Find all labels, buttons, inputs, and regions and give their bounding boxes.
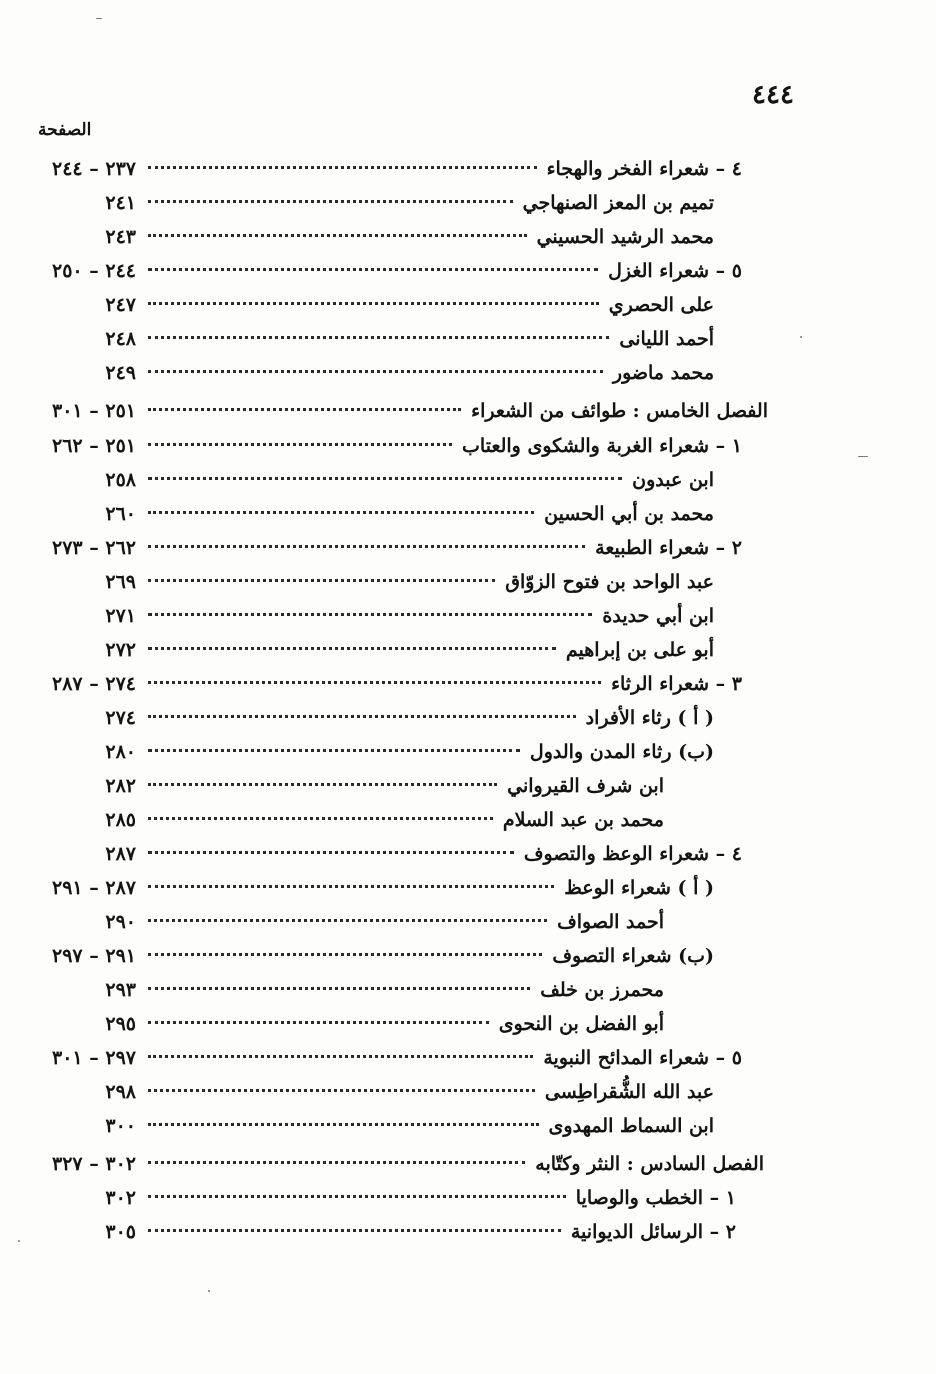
- leader-dots: [148, 370, 603, 373]
- toc-entry-label: أبو الفضل بن النحوى: [498, 1013, 664, 1035]
- toc-page-range: ٢٤٧: [105, 294, 136, 316]
- toc-entry-label: أحمد الليانى: [619, 328, 714, 350]
- toc-page-range: ٢٦٩: [105, 571, 136, 593]
- toc-page-range: ٢٧٤: [105, 707, 136, 729]
- toc-entry-label: عبد الله الشُّقراطِسى: [544, 1081, 714, 1103]
- toc-entry-label: ١ – شعراء الغربة والشكوى والعتاب: [462, 435, 742, 457]
- toc-row: [0, 840, 936, 874]
- toc-page-range: ٢٤٩: [105, 362, 136, 384]
- toc-row: [0, 257, 936, 291]
- toc-page-range: ٢٥٨: [105, 469, 136, 491]
- leader-dots: [148, 443, 452, 446]
- toc-page-range: ٢٧١: [105, 605, 136, 627]
- toc-page-range: ٢٩٨: [105, 1081, 136, 1103]
- toc-row: [0, 500, 936, 534]
- toc-row: [0, 942, 936, 976]
- leader-dots: [148, 1229, 561, 1232]
- leader-dots: [148, 953, 542, 956]
- toc-entry-label: ابن السماط المهدوى: [548, 1115, 714, 1137]
- toc-page-range: ٢٨٠: [105, 741, 136, 763]
- leader-dots: [148, 579, 495, 582]
- toc-page-range: ٢٩١ – ٢٩٧: [52, 945, 136, 967]
- toc-page-range: ٢٨٢: [105, 775, 136, 797]
- leader-dots: [148, 1089, 535, 1092]
- leader-dots: [148, 477, 622, 480]
- toc-page-range: ٢٦٢ – ٢٧٣: [52, 537, 136, 559]
- toc-page-range: ٢٧٤ – ٢٨٧: [52, 673, 136, 695]
- toc-row: [0, 1078, 936, 1112]
- leader-dots: [148, 268, 598, 271]
- toc-row: [0, 1218, 936, 1252]
- toc-entry-label: (ب) شعراء التصوف: [552, 945, 714, 967]
- scan-speck: [208, 1290, 210, 1292]
- leader-dots: [148, 681, 601, 684]
- toc-page-range: ٣٠٠: [105, 1115, 136, 1137]
- toc-entry-label: محمد بن عبد السلام: [502, 809, 664, 831]
- toc-page-range: ٢٩٧ – ٣٠١: [52, 1047, 136, 1069]
- leader-dots: [148, 408, 461, 411]
- leader-dots: [148, 166, 537, 169]
- toc-row: [0, 223, 936, 257]
- leader-dots: [148, 919, 547, 922]
- toc-page-range: ٢٥١ – ٣٠١: [52, 400, 136, 422]
- leader-dots: [148, 1195, 566, 1198]
- toc-page-range: ٢٩٣: [105, 979, 136, 1001]
- toc-row: [0, 806, 936, 840]
- toc-entry-label: ٥ – شعراء الغزل: [608, 260, 742, 282]
- toc-row: [0, 155, 936, 189]
- toc-row: [0, 670, 936, 704]
- toc-entry-label: ٢ – شعراء الطبيعة: [595, 537, 742, 559]
- toc-entry-label: ابن شرف القيرواني: [507, 775, 664, 797]
- toc-entry-label: تميم بن المعز الصنهاجي: [522, 192, 714, 214]
- leader-dots: [148, 511, 534, 514]
- chapter-title: الفصل السادس : النثر وكتّابه: [535, 1153, 764, 1175]
- leader-dots: [148, 749, 520, 752]
- toc-row: [0, 772, 936, 806]
- toc-entry-label: ٢ – الرسائل الديوانية: [570, 1221, 736, 1243]
- toc-page-range: ٢٤١: [105, 192, 136, 214]
- leader-dots: [148, 817, 493, 820]
- toc-entry-label: أبو على بن إبراهيم: [565, 639, 714, 661]
- toc-page-range: ٢٩٠: [105, 911, 136, 933]
- toc-page-range: ٢٨٧: [105, 843, 136, 865]
- toc-page-range: ٢٤٨: [105, 328, 136, 350]
- toc-row: [0, 1044, 936, 1078]
- toc-entry-label: محمد ماضور: [612, 362, 714, 384]
- toc-entry-label: ( أ ) رثاء الأفراد: [585, 707, 714, 729]
- leader-dots: [148, 1055, 533, 1058]
- toc-row: [0, 1184, 936, 1218]
- toc-row: [0, 432, 936, 466]
- toc-row: [0, 534, 936, 568]
- toc-entry-label: ٤ – شعراء الفخر والهجاء: [546, 158, 742, 180]
- toc-entry-label: محمرز بن خلف: [540, 979, 664, 1001]
- toc-row: [0, 568, 936, 602]
- toc-row: [0, 466, 936, 500]
- scan-speck: [18, 1240, 20, 1242]
- toc-entry-label: (ب) رثاء المدن والدول: [529, 741, 714, 763]
- leader-dots: [148, 545, 585, 548]
- scan-speck: [858, 456, 868, 457]
- toc-page-range: ٢٥١ – ٢٦٢: [52, 435, 136, 457]
- toc-row: [0, 325, 936, 359]
- leader-dots: [148, 987, 530, 990]
- chapter-row: [0, 397, 936, 431]
- scan-speck: [800, 336, 802, 338]
- toc-row: [0, 738, 936, 772]
- chapter-title: الفصل الخامس : طوائف من الشعراء: [471, 400, 768, 422]
- toc-row: [0, 874, 936, 908]
- toc-page-range: ٢٩٥: [105, 1013, 136, 1035]
- leader-dots: [148, 1161, 525, 1164]
- toc-page-range: ٢٨٧ – ٢٩١: [52, 877, 136, 899]
- toc-row: [0, 1010, 936, 1044]
- toc-row: [0, 908, 936, 942]
- toc-page-range: ٣٠٥: [105, 1221, 136, 1243]
- leader-dots: [148, 647, 556, 650]
- scan-speck: [96, 18, 102, 19]
- leader-dots: [148, 613, 592, 616]
- toc-entry-label: ابن أبي حديدة: [602, 605, 714, 627]
- leader-dots: [148, 336, 609, 339]
- chapter-row: [0, 1150, 936, 1184]
- toc-page-range: ٣٠٢: [105, 1187, 136, 1209]
- toc-entry-label: محمد الرشيد الحسيني: [536, 226, 714, 248]
- toc-page-range: ٣٠٢ – ٣٢٧: [52, 1153, 136, 1175]
- leader-dots: [148, 851, 514, 854]
- toc-entry-label: ٣ – شعراء الرثاء: [611, 673, 742, 695]
- toc-page-range: ٢٦٠: [105, 503, 136, 525]
- toc-row: [0, 704, 936, 738]
- toc-entry-label: ( أ ) شعراء الوعظ: [564, 877, 714, 899]
- toc-page-range: ٢٤٣: [105, 226, 136, 248]
- leader-dots: [148, 715, 576, 718]
- toc-row: [0, 1112, 936, 1146]
- toc-page-range: ٢٤٤ – ٢٥٠: [52, 260, 136, 282]
- toc-row: [0, 636, 936, 670]
- toc-entry-label: ١ – الخطب والوصايا: [575, 1187, 736, 1209]
- leader-dots: [148, 1021, 489, 1024]
- page-column-header: الصفحة: [38, 120, 92, 140]
- toc-entry-label: ٤ – شعراء الوعظ والتصوف: [523, 843, 742, 865]
- toc-entry-label: ابن عبدون: [632, 469, 714, 491]
- toc-entry-label: ٥ – شعراء المدائح النبوية: [543, 1047, 742, 1069]
- toc-page-range: ٢٧٢: [105, 639, 136, 661]
- leader-dots: [148, 302, 599, 305]
- toc-row: [0, 602, 936, 636]
- toc-row: [0, 189, 936, 223]
- toc-row: [0, 976, 936, 1010]
- page-number: ٤٤٤: [752, 80, 794, 110]
- toc-entry-label: عبد الواحد بن فتوح الزوّاق: [505, 571, 714, 593]
- toc-page-range: ٢٣٧ – ٢٤٤: [52, 158, 136, 180]
- toc-entry-label: محمد بن أبي الحسين: [544, 503, 714, 525]
- toc-row: [0, 359, 936, 393]
- toc-entry-label: على الحصري: [608, 294, 714, 316]
- leader-dots: [148, 783, 497, 786]
- toc-row: [0, 291, 936, 325]
- toc-page-range: ٢٨٥: [105, 809, 136, 831]
- leader-dots: [148, 885, 554, 888]
- leader-dots: [148, 234, 527, 237]
- leader-dots: [148, 200, 513, 203]
- leader-dots: [148, 1123, 539, 1126]
- toc-entry-label: أحمد الصواف: [557, 911, 664, 933]
